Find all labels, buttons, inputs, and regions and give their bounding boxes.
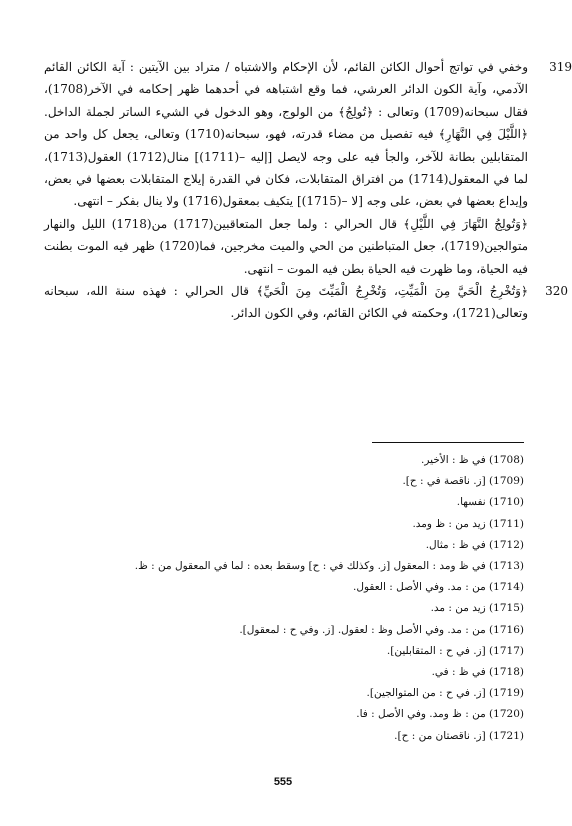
- paragraph-text: ﴿وَتُخْرِجُ الْحَيَّ مِنَ الْمَيِّتِ، وَتُخْرِجُ الْمَيِّتَ مِنَ الْحَيِّ﴾ قال الحرالي : فهذه سنة الله، سبحانه وتعالى(1721)، وحكمته في الكائن القائم، وفي الكون الدائر.: [44, 284, 528, 321]
- paragraph-text: وخفي في تواتج أحوال الكائن القائم، لأن الإحكام والاشتباه / متراد بين الآيتين : آية الكائن القائم الآدمي، وآية الكون الدائر العرشي، فما وقع اشتباهه في أحدهما ظهر إحكامه في الآخر(1708)، فقال سبحانه(1709) وتعالى : ﴿تُولِجُ﴾ من الولوج، وهو الدخول في الشيء الساتر لجملة الداخل. ﴿اللَّيْلَ فِي النَّهَارِ﴾ فيه تفصيل من مضاء قدرته، فهو، سبحانه(1710) وتعالى، يجعل كل واحد من المتقابلين بطانة للآخر، والجأ فيه على وجه لايصل [إليه –(1711)] منال(1712) العقول(1713)، لما في المعقول(1714) من افتراق المتقابلات، فكان في القدرة إيلاج المتقابلات بعضها في بعض، وإيداع بعضها في بعض، على وجه [لا –(1715)] يتكيف بمعقول(1716) ولا ينال بفكر – انتهى.: [44, 60, 529, 209]
- paragraph-text: ﴿وَتُولِجُ النَّهَارَ فِي اللَّيْلِ﴾ قال الحرالي : ولما جعل المتعاقبين(1717) من(1718) الليل والنهار متوالجين(1719)، جعل المتباطنين من الحي والميت مخرجين، فما(1720) ظهر فيه الموت بطنت فيه الحياة، وما ظهرت فيه الحياة بطن فيه الموت – انتهى.: [44, 216, 528, 276]
- footnote: (1715) زيد من : مد.: [430, 602, 524, 615]
- verse-number: 320: [545, 284, 568, 299]
- footnote: (1714) من : مد. وفي الأصل : العقول.: [353, 581, 524, 594]
- footnote-separator: [372, 442, 524, 443]
- footnote: (1716) من : مد. وفي الأصل وظ : لعقول. [ز. وفي ح : لمعقول].: [239, 623, 524, 636]
- verse-number: 319: [549, 60, 572, 74]
- paragraph-319: [44, 56, 572, 213]
- footnote: (1709) [ز. ناقصة في : ح].: [402, 475, 524, 488]
- paragraph-continuation: [44, 213, 528, 280]
- paragraph-320: [44, 280, 568, 325]
- footnote: (1710) نفسها.: [456, 496, 524, 509]
- footnote: (1708) في ظ : الأخير.: [420, 454, 524, 466]
- footnote: (1712) في ظ : مثال.: [425, 538, 524, 551]
- footnote: (1721) [ز. ناقصتان من : ح].: [394, 729, 524, 742]
- footnotes-section: [100, 450, 524, 747]
- footnote: (1718) في ظ : في.: [431, 666, 524, 679]
- footnote: (1717) [ز. في ح : المتقابلين].: [386, 644, 524, 657]
- main-text: [44, 56, 572, 325]
- page-number: 555: [273, 776, 293, 788]
- footnote: (1719) [ز. في ح : من المتوالجين].: [366, 687, 524, 700]
- footnote: (1711) زيد من : ظ ومد.: [412, 517, 524, 530]
- footnote: (1713) في ظ ومد : المعقول [ز. وكذلك في : ح] وسقط بعده : لما في المعقول من : ظ.: [134, 560, 524, 573]
- footnote: (1720) من : ظ ومد. وفي الأصل : فا.: [356, 708, 524, 721]
